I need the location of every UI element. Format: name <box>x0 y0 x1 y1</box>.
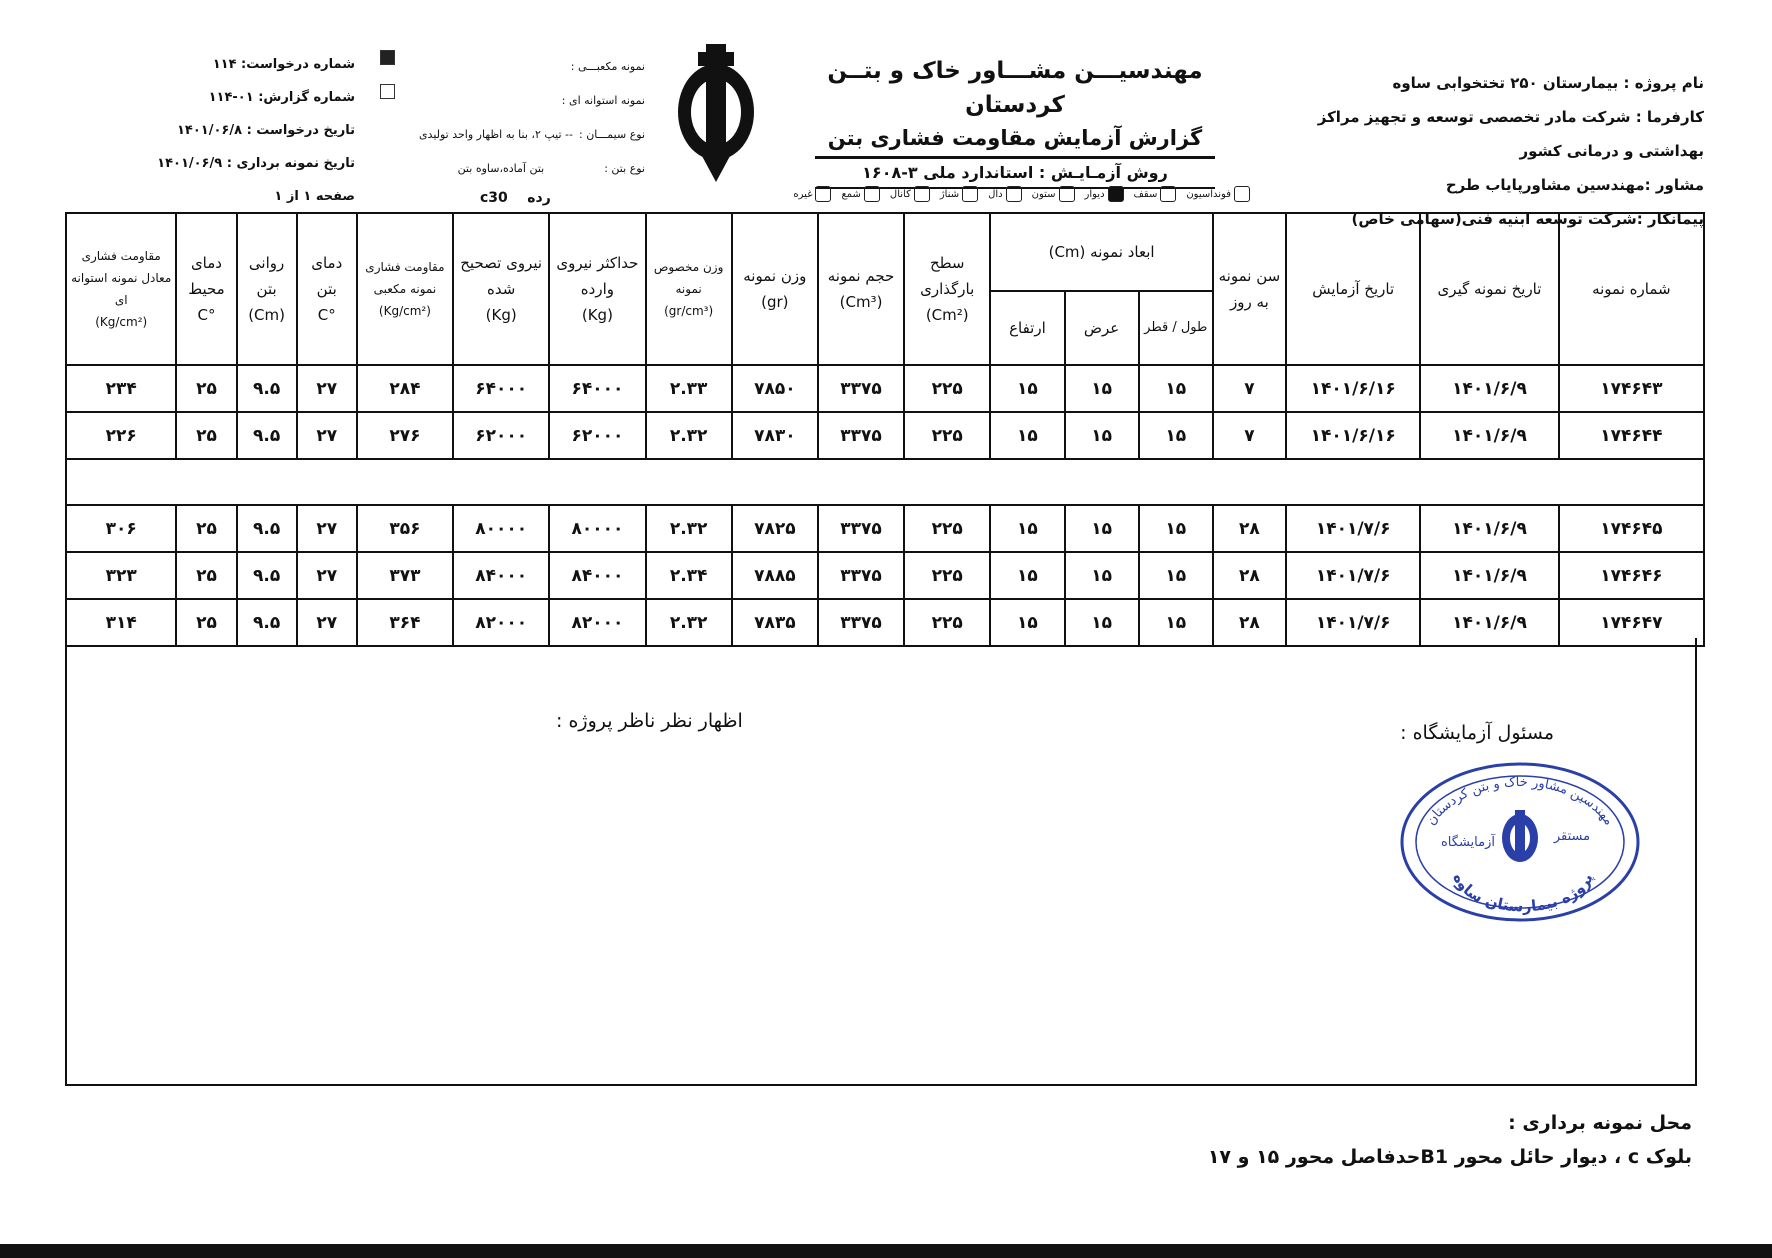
table-cell: ۸۰۰۰۰ <box>453 505 549 552</box>
table-cell: ۲۷ <box>297 552 357 599</box>
element-label: دال <box>988 188 1003 200</box>
cement-value: -- تیپ ۲، بنا به اظهار واحد تولیدی <box>418 128 573 141</box>
header-unit: (Cm³) <box>839 293 883 311</box>
report-title: گزارش آزمایش مقاومت فشاری بتن <box>815 122 1215 159</box>
table-cell: ۱۵ <box>1139 505 1213 552</box>
supervisor-opinion-label: اظهار نظر ناظر پروژه : <box>556 710 743 732</box>
table-cell: ۸۲۰۰۰ <box>453 599 549 646</box>
element-channel <box>890 186 930 202</box>
table-cell: ۸۴۰۰۰ <box>453 552 549 599</box>
table-cell: ۲۸ <box>1213 552 1286 599</box>
grade-value: c30 <box>480 190 508 206</box>
checkbox <box>962 186 978 202</box>
element-slab-roof <box>1134 186 1177 202</box>
table-cell: ۱۵ <box>990 505 1064 552</box>
element-type-options <box>720 186 1250 202</box>
header-label: ارتفاع <box>1009 319 1046 338</box>
table-cell: ۱۵ <box>1065 365 1139 412</box>
table-cell: ۱۴۰۱/۶/۹ <box>1420 412 1558 459</box>
header-label: مقاومت فشاری نمونه مکعبی <box>365 260 445 296</box>
col-ambient-temp <box>176 213 236 365</box>
element-slab <box>988 186 1022 202</box>
header-unit: °C <box>197 306 216 324</box>
table-cell: ۲.۳۲ <box>646 505 732 552</box>
svg-text:پروژه بیمارستان ساوه <box>1449 871 1597 916</box>
empty-separator-row <box>66 459 1704 505</box>
element-pile <box>841 186 879 202</box>
element-label: ستون <box>1031 188 1056 200</box>
table-cell: ۱۷۴۶۴۷ <box>1559 599 1704 646</box>
table-cell: ۶۴۰۰۰ <box>549 365 645 412</box>
col-cube-strength <box>357 213 453 365</box>
table-cell: ۱۵ <box>1065 505 1139 552</box>
table-cell: ۹.۵ <box>237 505 297 552</box>
table-cell: ۳۷۳ <box>357 552 453 599</box>
cube-label: نمونه مکعبـــی : <box>570 60 645 73</box>
col-concrete-temp <box>297 213 357 365</box>
header-label: سطح بارگذاری <box>920 254 975 298</box>
table-cell: ۱۴۰۱/۶/۹ <box>1420 505 1558 552</box>
table-cell: ۲۵ <box>176 505 236 552</box>
table-row <box>66 505 1704 552</box>
table-cell: ۶۲۰۰۰ <box>453 412 549 459</box>
col-density <box>646 213 732 365</box>
table-cell: ۱۷۴۶۴۴ <box>1559 412 1704 459</box>
checkbox <box>914 186 930 202</box>
table-cell: ۲۷ <box>297 365 357 412</box>
table-cell: ۱۴۰۱/۶/۱۶ <box>1286 365 1420 412</box>
cube-checkbox <box>380 50 395 65</box>
cement-label: نوع سیمـــان : <box>579 128 645 141</box>
checkbox <box>1160 186 1176 202</box>
table-cell: ۳۳۷۵ <box>818 552 904 599</box>
checkbox <box>815 186 831 202</box>
table-cell: ۲۲۵ <box>904 552 990 599</box>
grade-label: رده <box>527 190 551 206</box>
table-cell: ۳۵۶ <box>357 505 453 552</box>
test-method: روش آزمـایـش : استاندارد ملی ۳-۱۶۰۸ <box>815 159 1215 189</box>
col-volume <box>818 213 904 365</box>
table-cell: ۱۵ <box>1139 599 1213 646</box>
col-dimensions <box>990 213 1213 291</box>
header-unit: (Kg/cm²) <box>95 315 148 329</box>
col-slump <box>237 213 297 365</box>
concrete-label: نوع بتن : <box>604 162 645 175</box>
element-wall <box>1085 186 1124 202</box>
table-cell: ۹.۵ <box>237 412 297 459</box>
table-cell: ۷۸۵۰ <box>732 365 818 412</box>
table-row <box>66 365 1704 412</box>
table-cell: ۱۴۰۱/۷/۶ <box>1286 552 1420 599</box>
table-cell: ۳۰۶ <box>66 505 176 552</box>
lab-responsible-label: مسئول آزمایشگاه : <box>1400 722 1554 744</box>
sampling-location-label: محل نمونه برداری : <box>1508 1112 1692 1134</box>
col-sampling-date <box>1420 213 1558 365</box>
table-cell: ۹.۵ <box>237 552 297 599</box>
table-cell: ۳۳۷۵ <box>818 365 904 412</box>
results-table <box>65 212 1705 647</box>
stamp-bottom-text: پروژه بیمارستان ساوه <box>1449 870 1597 916</box>
header-unit: (Kg/cm²) <box>378 304 431 318</box>
table-cell: ۱۵ <box>1065 412 1139 459</box>
company-logo-icon <box>676 44 756 184</box>
concrete-grade <box>480 190 551 206</box>
element-label: فونداسیون <box>1186 188 1231 200</box>
laboratory-stamp <box>1396 758 1644 926</box>
header-label: وزن نمونه <box>743 267 807 285</box>
table-cell: ۸۲۰۰۰ <box>549 599 645 646</box>
header-unit: °C <box>317 306 336 324</box>
header-unit: (gr) <box>761 293 789 311</box>
col-weight <box>732 213 818 365</box>
col-width <box>1065 291 1139 365</box>
sampling-location: بلوک c ، دیوار حائل محور B1حدفاصل محور ۱۵ و ۱۷ <box>1207 1146 1692 1168</box>
contractor: پیمانکار :شرکت توسعه ابنیه فنی(سهامی خاص) <box>1351 210 1704 228</box>
table-cell: ۲۷ <box>297 412 357 459</box>
table-cell: ۲۲۵ <box>904 505 990 552</box>
table-cell: ۳۳۷۵ <box>818 505 904 552</box>
table-cell: ۱۷۴۶۴۵ <box>1559 505 1704 552</box>
table-cell: ۷۸۲۵ <box>732 505 818 552</box>
table-cell: ۱۵ <box>1065 552 1139 599</box>
table-cell: ۱۵ <box>990 365 1064 412</box>
col-age <box>1213 213 1286 365</box>
table-cell: ۱۵ <box>990 412 1064 459</box>
table-cell: ۶۴۰۰۰ <box>453 365 549 412</box>
stamp-outer-text: مهندسین مشاور خاک و بتن کردستان <box>1423 774 1617 829</box>
table-cell: ۹.۵ <box>237 599 297 646</box>
table-cell: ۱۴۰۱/۷/۶ <box>1286 505 1420 552</box>
table-cell: ۲۳۴ <box>66 365 176 412</box>
table-cell: ۳۶۴ <box>357 599 453 646</box>
element-label: شمع <box>841 188 861 200</box>
table-cell: ۲.۳۳ <box>646 365 732 412</box>
table-cell: ۱۵ <box>990 552 1064 599</box>
table-cell: ۲۵ <box>176 552 236 599</box>
header-label: نیروی تصحیح شده <box>460 254 543 298</box>
col-length-diameter: طول / قطر <box>1139 291 1213 365</box>
table-cell: ۱۴۰۱/۶/۹ <box>1420 599 1558 646</box>
table-cell: ۲۸ <box>1213 505 1286 552</box>
table-cell: ۲۵ <box>176 365 236 412</box>
request-info <box>157 48 355 213</box>
client-line-2: بهداشتی و درمانی کشور <box>1519 142 1704 160</box>
col-cylinder-strength <box>66 213 176 365</box>
element-label: غیره <box>793 188 813 200</box>
col-sample-no <box>1559 213 1704 365</box>
concrete-value: بتن آماده،ساوه بتن <box>457 162 545 175</box>
element-label: شناژ <box>939 188 960 200</box>
table-cell: ۲.۳۲ <box>646 599 732 646</box>
stamp-inner-right: مستقر <box>1553 829 1591 844</box>
sampling-date: تاریخ نمونه برداری : ۱۴۰۱/۰۶/۹ <box>157 156 355 171</box>
table-cell: ۳۳۷۵ <box>818 412 904 459</box>
table-cell: ۲۲۵ <box>904 599 990 646</box>
table-cell: ۲۲۶ <box>66 412 176 459</box>
header-label: دمای محیط <box>188 254 225 298</box>
element-label: دیوار <box>1084 188 1105 200</box>
table-cell: ۷۸۸۵ <box>732 552 818 599</box>
table-cell: ۷۸۳۵ <box>732 599 818 646</box>
element-label: کانال <box>889 188 911 200</box>
element-other <box>793 186 831 202</box>
header-unit: (Kg) <box>581 306 613 324</box>
header-label: شماره نمونه <box>1592 280 1671 298</box>
table-cell: ۱۵ <box>1139 412 1213 459</box>
header-unit: (gr/cm³) <box>664 304 714 318</box>
table-cell: ۱۴۰۱/۶/۹ <box>1420 365 1558 412</box>
table-header-row <box>66 213 1704 291</box>
header-label: سن نمونه به روز <box>1218 267 1281 311</box>
col-max-force <box>549 213 645 365</box>
table-cell: ۶۲۰۰۰ <box>549 412 645 459</box>
table-cell: ۲۲۵ <box>904 365 990 412</box>
table-cell: ۱۵ <box>1139 365 1213 412</box>
table-cell: ۱۴۰۱/۶/۹ <box>1420 552 1558 599</box>
header-label: تاریخ آزمایش <box>1312 280 1395 298</box>
table-cell: ۷ <box>1213 365 1286 412</box>
stamp-inner-left: آزمایشگاه <box>1441 835 1495 850</box>
header-label: روانی بتن <box>248 254 285 298</box>
request-date: تاریخ درخواست : ۱۴۰۱/۰۶/۸ <box>177 123 355 138</box>
table-cell: ۷۸۳۰ <box>732 412 818 459</box>
client-line-1: کارفرما : شرکت مادر تخصصی توسعه و تجهیز مراکز <box>1317 108 1704 126</box>
table-cell: ۱۵ <box>1139 552 1213 599</box>
table-body <box>66 365 1704 646</box>
table-cell: ۸۴۰۰۰ <box>549 552 645 599</box>
table-cell: ۱۷۴۶۴۳ <box>1559 365 1704 412</box>
table-cell: ۱۴۰۱/۶/۱۶ <box>1286 412 1420 459</box>
project-info <box>1317 66 1704 236</box>
table-cell: ۲۷۶ <box>357 412 453 459</box>
checkbox <box>864 186 880 202</box>
header-label: قطر <box>1144 320 1169 336</box>
project-name: نام پروژه : بیمارستان ۲۵۰ تختخوابی ساوه <box>1392 74 1704 92</box>
table-cell: ۱۵ <box>1065 599 1139 646</box>
table-cell: ۲۵ <box>176 412 236 459</box>
header-label: تاریخ نمونه گیری <box>1437 280 1542 298</box>
table-row <box>66 412 1704 459</box>
header-label: ابعاد نمونه (Cm) <box>1048 243 1155 262</box>
table-cell: ۲۷ <box>297 505 357 552</box>
page-number: صفحه ۱ از ۱ <box>274 189 355 204</box>
cylinder-checkbox <box>380 84 395 99</box>
table-cell: ۲۸۴ <box>357 365 453 412</box>
header-label: دمای بتن <box>311 254 343 298</box>
header-unit: (Kg) <box>485 306 517 324</box>
header-unit: (Cm²) <box>925 306 969 324</box>
table-cell: ۱۷۴۶۴۶ <box>1559 552 1704 599</box>
col-area <box>904 213 990 365</box>
header-unit: (Cm) <box>248 306 285 324</box>
table-row <box>66 552 1704 599</box>
header-label: مقاومت فشاری معادل نمونه استوانه ای <box>71 249 172 307</box>
element-column <box>1032 186 1075 202</box>
report-number: شماره گزارش: ۰۱-۱۱۴ <box>208 90 355 105</box>
checkbox-checked <box>1108 186 1124 202</box>
checkbox <box>1059 186 1075 202</box>
table-cell: ۱۴۰۱/۷/۶ <box>1286 599 1420 646</box>
table-cell: ۲.۳۴ <box>646 552 732 599</box>
table-cell: ۱۵ <box>990 599 1064 646</box>
table-cell: ۲۷ <box>297 599 357 646</box>
table-cell: ۲.۳۲ <box>646 412 732 459</box>
consultant: مشاور :مهندسین مشاورپایاب طرح <box>1445 176 1704 194</box>
element-foundation <box>1186 186 1250 202</box>
header-label: حجم نمونه <box>827 267 895 285</box>
header-label: وزن مخصوص نمونه <box>653 260 724 296</box>
col-height <box>990 291 1064 365</box>
table-cell: ۲۵ <box>176 599 236 646</box>
header-label: طول <box>1180 320 1208 336</box>
specimen-info <box>380 50 645 186</box>
cylinder-label: نمونه استوانه ای : <box>561 94 645 107</box>
report-header <box>815 54 1215 189</box>
table-cell: ۲۸ <box>1213 599 1286 646</box>
checkbox <box>1006 186 1022 202</box>
table-cell: ۷ <box>1213 412 1286 459</box>
col-corrected-force <box>453 213 549 365</box>
element-label: سقف <box>1133 188 1158 200</box>
table-cell: ۳۱۴ <box>66 599 176 646</box>
header-label: حداکثر نیروی وارده <box>556 254 639 298</box>
checkbox <box>1234 186 1250 202</box>
company-name: مهندسیـــن مشـــاور خاک و بتــن کردستان <box>827 58 1203 118</box>
col-test-date <box>1286 213 1420 365</box>
stamp-logo-icon <box>1502 810 1538 862</box>
table-cell: ۳۲۳ <box>66 552 176 599</box>
element-tie-beam <box>940 186 978 202</box>
header-label: عرض <box>1083 319 1120 338</box>
table-cell: ۲۲۵ <box>904 412 990 459</box>
scan-edge <box>0 1244 1772 1258</box>
table-cell: ۹.۵ <box>237 365 297 412</box>
table-cell: ۸۰۰۰۰ <box>549 505 645 552</box>
empty-cell <box>66 459 1704 505</box>
table-cell: ۳۳۷۵ <box>818 599 904 646</box>
request-number: شماره درخواست: ۱۱۴ <box>212 57 355 72</box>
